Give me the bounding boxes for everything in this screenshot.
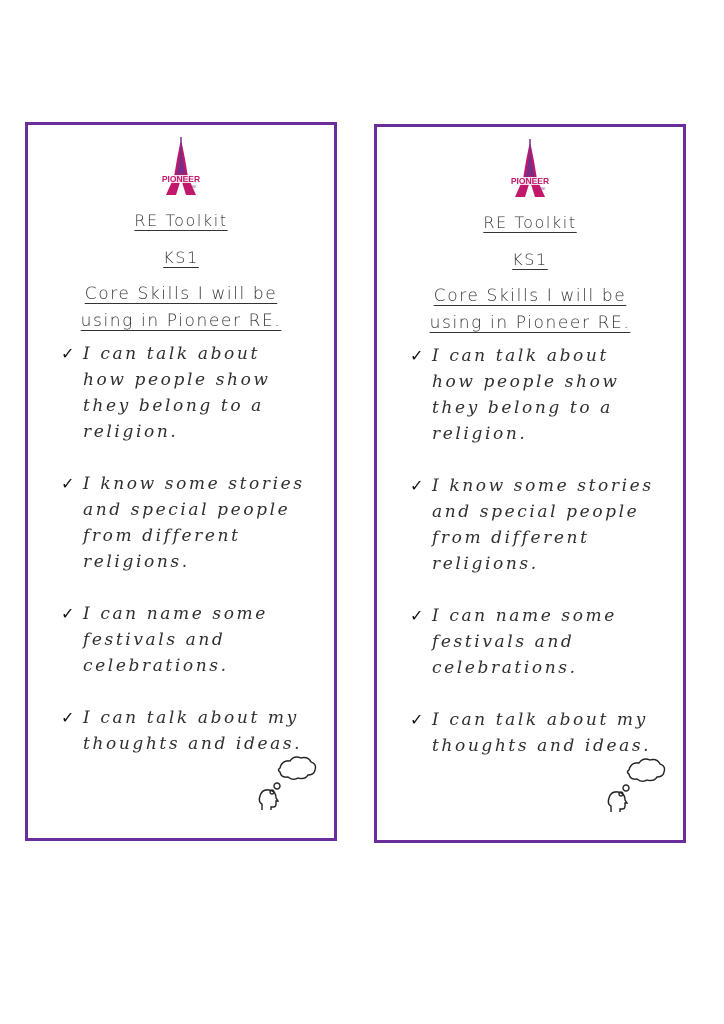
skill-item: ✓ I can name some festivals and celebrations.: [61, 601, 326, 679]
check-icon: ✓: [410, 710, 427, 729]
skill-item: ✓ I can name some festivals and celebrations.: [410, 603, 675, 681]
pioneer-logo: [377, 139, 683, 201]
thinking-person-icon: [605, 758, 667, 818]
skill-item: ✓ I can talk about how people show they belong to a religion.: [61, 341, 326, 445]
check-icon: ✓: [61, 708, 78, 727]
check-icon: ✓: [410, 346, 427, 365]
toolkit-title: RE Toolkit: [134, 211, 228, 230]
logo-subtext: RE: [540, 187, 546, 191]
logo-subtext: RE: [191, 185, 197, 189]
check-icon: ✓: [410, 476, 427, 495]
check-icon: ✓: [61, 604, 78, 623]
core-skills-heading: Core Skills I will be using in Pioneer RE.: [429, 286, 631, 333]
key-stage-label: KS1: [512, 250, 548, 269]
skills-list: [410, 343, 675, 785]
toolkit-title: RE Toolkit: [483, 213, 577, 232]
key-stage-label: KS1: [163, 248, 199, 267]
skills-list: [61, 341, 326, 783]
bookmark-right: [374, 124, 686, 843]
skill-item: ✓ I can talk about how people show they belong to a religion.: [410, 343, 675, 447]
skill-item: ✓ I can talk about my thoughts and ideas.: [61, 705, 326, 757]
skill-item: ✓ I know some stories and special people from different religions.: [61, 471, 326, 575]
check-icon: ✓: [61, 344, 78, 363]
logo-text: PIONEER: [510, 176, 550, 186]
pioneer-logo: [28, 137, 334, 199]
thinking-person-icon: [256, 756, 318, 816]
core-skills-heading: Core Skills I will be using in Pioneer RE.: [80, 284, 282, 331]
skill-item: ✓ I know some stories and special people from different religions.: [410, 473, 675, 577]
bookmark-left: [25, 122, 337, 841]
skill-item: ✓ I can talk about my thoughts and ideas.: [410, 707, 675, 759]
check-icon: ✓: [61, 474, 78, 493]
check-icon: ✓: [410, 606, 427, 625]
logo-text: PIONEER: [161, 174, 201, 184]
